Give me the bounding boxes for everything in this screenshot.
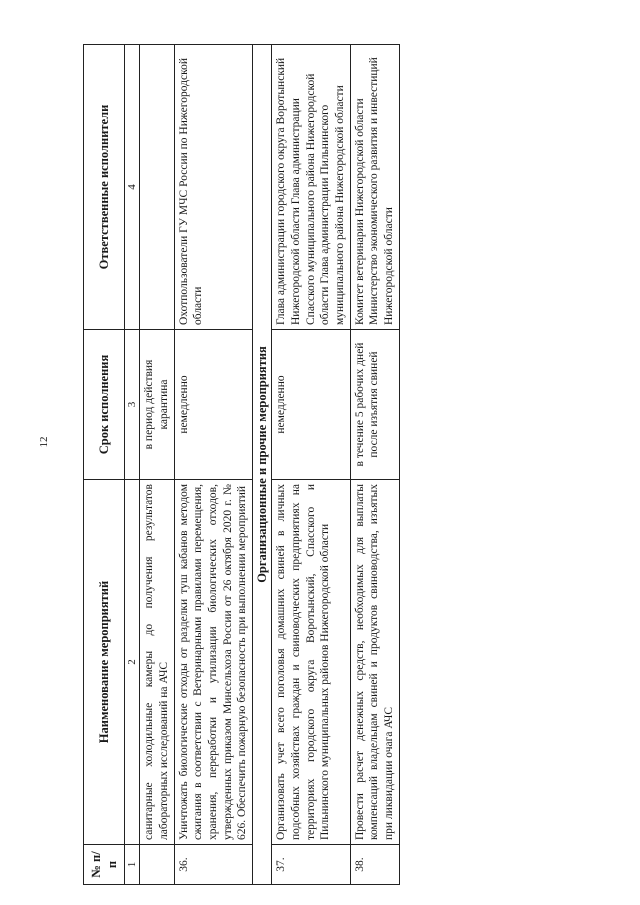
header-num: № п/п [84,845,125,885]
column-index-row [125,45,140,885]
row-number: 37. [272,845,351,885]
header-term: Срок исполнения [84,330,125,480]
index-cell: 4 [125,45,140,330]
row-term: в течение 5 рабочих дней после изъятия свиней [350,330,399,480]
row-number: 38. [350,845,399,885]
row-measure: санитарные холодильные камеры до получения результатов лабораторных исследований на АЧС [140,480,174,845]
row-responsible: Охотпользователи ГУ МЧС России по Нижегородской области [174,45,253,330]
row-measure: Провести расчет денежных средств, необходимых для выплаты компенсаций владельцам свиней и продуктов свиноводства, изъятых при ликвидации очага АЧС [350,480,399,845]
row-number: 36. [174,845,253,885]
measures-table [83,44,400,885]
row-measure: Уничтожать биологические отходы от разделки туш кабанов методом сжигания в соответствии с Ветеринарными правилами перемещения, хранения, переработки и утилизации биологических отходов, утвержденных приказом Минсельхоза России от 26 октября 2020 г. № 626. Обеспечить пожарную безопасность при выполнении мероприятий [174,480,253,845]
row-responsible [140,45,174,330]
index-cell: 3 [125,330,140,480]
header-name: Наименование мероприятий [84,480,125,845]
row-term: немедленно [272,330,351,480]
rotated-table-container [83,45,563,885]
page-number: 12 [38,436,50,448]
row-responsible: Глава администрации городского округа Воротынский Нижегородской области Глава администрации Спасского муниципального района Нижегородской области Глава администрации Пильнинского муниципального района Нижегородской области [272,45,351,330]
row-number [140,845,174,885]
index-cell: 1 [125,845,140,885]
section-row [253,45,272,885]
table-row [140,45,174,885]
row-term: немедленно [174,330,253,480]
row-responsible: Комитет ветеринарии Нижегородской области Министерство экономического развития и инвестиций Нижегородской области [350,45,399,330]
table-row [174,45,253,885]
table-header-row [84,45,125,885]
header-responsible: Ответственные исполнители [84,45,125,330]
section-title: Организационные и прочие мероприятия [253,45,272,885]
row-term: в период действия карантина [140,330,174,480]
table-row [350,45,399,885]
index-cell: 2 [125,480,140,845]
table-row [272,45,351,885]
row-measure: Организовать учет всего поголовья домашних свиней в личных подсобных хозяйствах граждан и свиноводческих предприятиях на территориях городского округа Воротынский, Спасского и Пильнинского муниципальных районов Нижегородской области [272,480,351,845]
